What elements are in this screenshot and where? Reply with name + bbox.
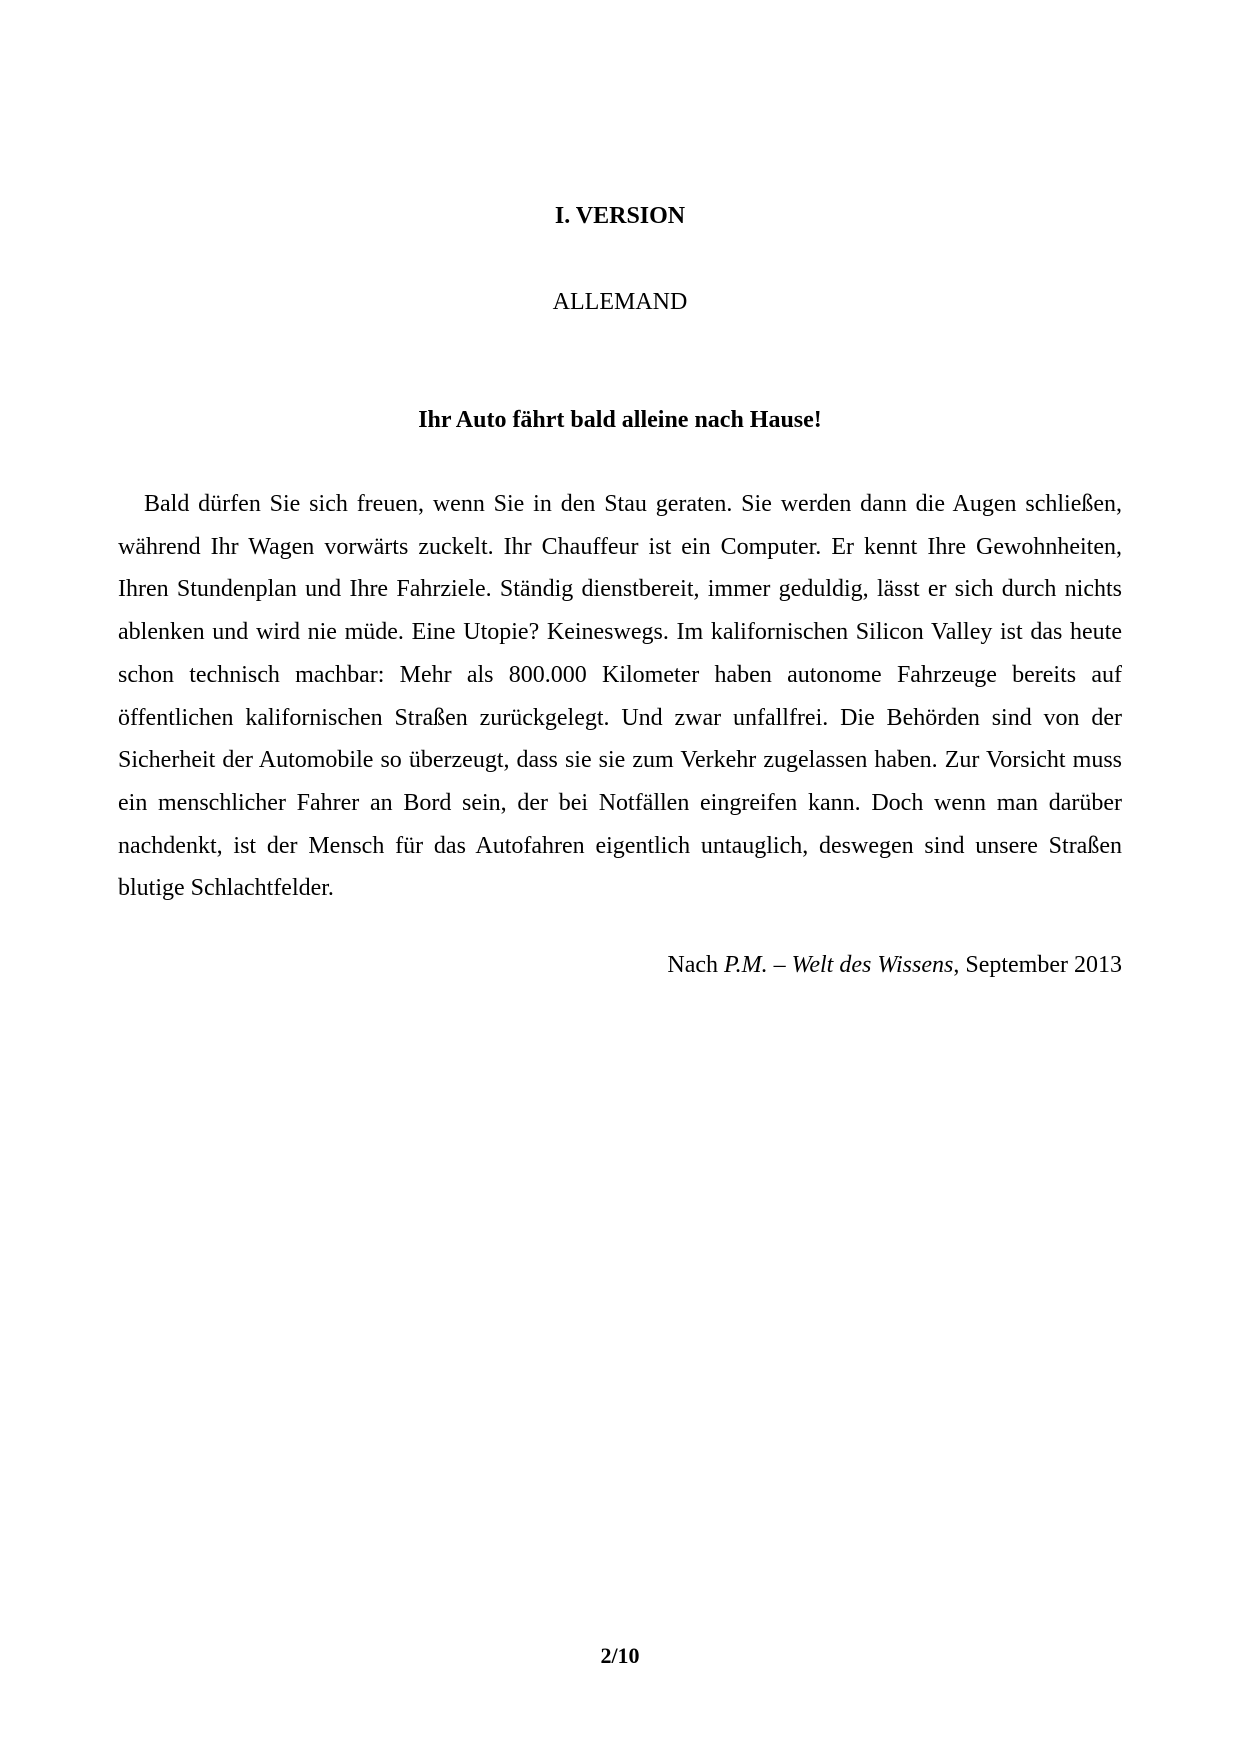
source-publication: P.M. – Welt des Wissens: [724, 952, 954, 978]
language-label: ALLEMAND: [552, 289, 688, 315]
body-paragraph: Bald dürfen Sie sich freuen, wenn Sie in den Stau geraten. Sie werden dann die Augen schließen, während Ihr Wagen vorwärts zuckelt. Ihr Chauffeur ist ein Computer. Er kennt Ihre Gewohnheiten, Ihren Stundenplan und Ihre Fahrziele. Ständig dienstbereit, immer geduldig, lässt er sich durch nichts ablenken und wird nie müde. Eine Utopie? Keineswegs. Im kalifornischen Silicon Valley ist das heute schon technisch machbar: Mehr als 800.000 Kilometer haben autonome Fahrzeuge bereits auf öffentlichen kalifornischen Straßen zurückgelegt. Und zwar unfallfrei. Die Behörden sind von der Sicherheit der Automobile so überzeugt, dass sie sie zum Verkehr zugelassen haben. Zur Vorsicht muss ein menschlicher Fahrer an Bord sein, der bei Notfällen eingreifen kann. Doch wenn man darüber nachdenkt, ist der Mensch für das Autofahren eigentlich untauglich, deswegen sind unsere Straßen blutige Schlachtfelder.: [118, 491, 1122, 902]
source-prefix: Nach: [667, 952, 725, 978]
text-title: Ihr Auto fährt bald alleine nach Hause!: [418, 407, 822, 433]
section-title: I. VERSION: [554, 203, 686, 229]
source-suffix: , September 2013: [953, 952, 1122, 978]
page-number: 2/10: [600, 1643, 640, 1668]
source-citation: [118, 950, 1122, 980]
